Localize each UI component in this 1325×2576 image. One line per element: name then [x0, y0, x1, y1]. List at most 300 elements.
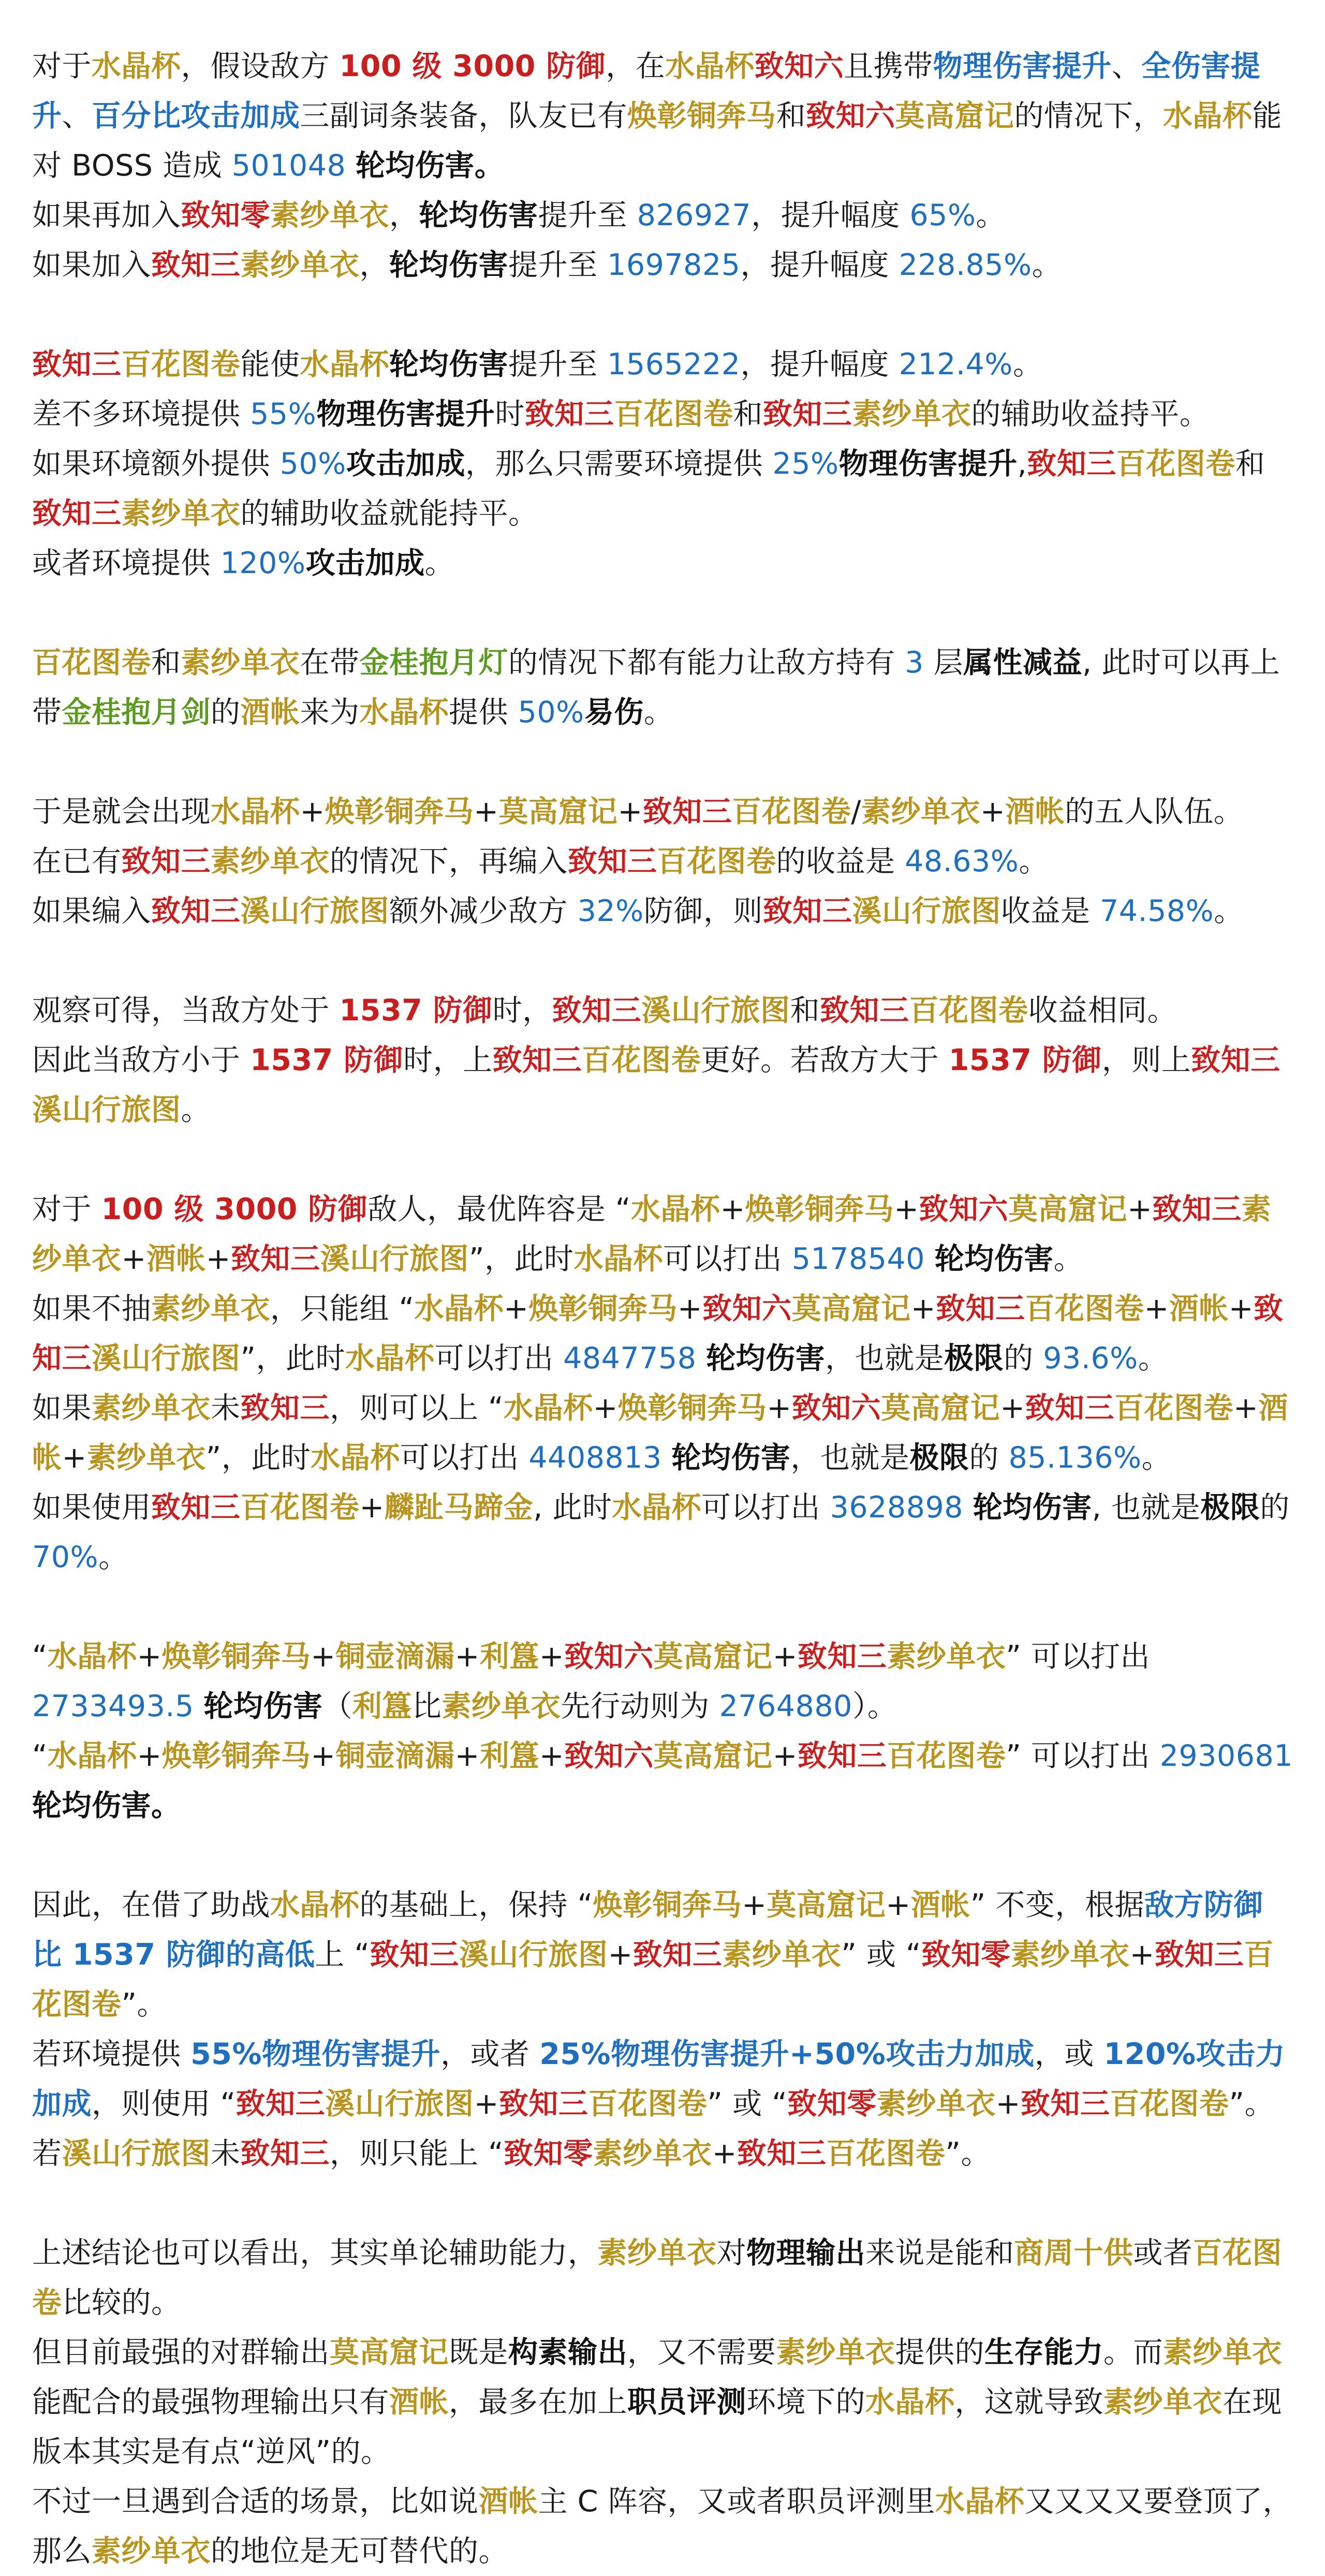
- text-segment: 来为: [300, 695, 360, 729]
- text-segment: 。: [424, 546, 455, 580]
- text-segment: 因此，在借了助战: [32, 1888, 270, 1922]
- text-segment: 100 级 3000 防御: [339, 49, 606, 83]
- text-segment: 素纱单衣: [861, 795, 981, 829]
- text-segment: 属性减益: [963, 646, 1083, 680]
- text-segment: 致知三: [121, 844, 211, 879]
- text-segment: 因此当敌方小于: [32, 1043, 251, 1077]
- text-segment: ” 可以打出: [1006, 1739, 1160, 1773]
- text-segment: 酒帐: [240, 695, 300, 729]
- text-segment: 如果使用: [32, 1490, 151, 1525]
- text-segment: +: [454, 1640, 480, 1674]
- text-segment: 的情况下，: [1014, 99, 1163, 133]
- text-segment: 极限: [944, 1341, 1004, 1375]
- text-segment: 攻击加成: [305, 546, 425, 580]
- text-segment: 和: [790, 993, 820, 1028]
- text-segment: +: [894, 1192, 919, 1226]
- text-segment: （: [322, 1689, 352, 1723]
- text-segment: 利簋: [352, 1689, 412, 1723]
- text-segment: +: [311, 1640, 336, 1674]
- text-segment: ，那么只需要环境提供: [465, 447, 773, 481]
- text-segment: 致知三: [240, 2136, 330, 2171]
- text-segment: 三副词条装备，队友已有: [300, 99, 627, 133]
- text-segment: +: [910, 1292, 936, 1326]
- text-segment: 致知三: [524, 397, 614, 431]
- text-segment: 时，: [492, 993, 552, 1028]
- text-segment: 水晶杯: [665, 49, 755, 83]
- text-segment: 致知零: [181, 198, 270, 232]
- text-segment: 水晶杯: [48, 1640, 137, 1674]
- text-segment: ” 可以打出: [1006, 1640, 1151, 1674]
- text-segment: 上 “: [315, 1938, 370, 1972]
- text-segment: 致知三: [32, 1292, 1284, 1375]
- text-segment: 致知六: [754, 49, 844, 83]
- text-segment: 74.58%: [1099, 894, 1214, 928]
- text-segment: 致知六: [564, 1640, 654, 1674]
- text-segment: 的辅助收益就能持平。: [240, 496, 538, 531]
- text-segment: 职员评测: [627, 2385, 746, 2419]
- text-segment: 如果: [32, 1391, 92, 1425]
- text-segment: 如果再加入: [32, 198, 181, 232]
- text-segment: +: [1144, 1292, 1169, 1326]
- text-segment: 在已有: [32, 844, 122, 879]
- text-segment: 麟趾马蹄金: [384, 1490, 534, 1525]
- text-segment: 酒帐: [1005, 795, 1065, 829]
- text-segment: 水晶杯: [311, 1441, 400, 1475]
- text-segment: 和: [151, 646, 181, 680]
- text-segment: +: [593, 1391, 618, 1425]
- text-segment: 收益相同。: [1028, 993, 1177, 1028]
- text-segment: 焕彰铜奔马: [593, 1888, 742, 1922]
- text-segment: 溪山行旅图: [320, 1242, 469, 1276]
- text-segment: 轮均伤害: [706, 1341, 826, 1375]
- paragraph: [32, 837, 1293, 886]
- text-segment: 提供: [449, 695, 518, 729]
- text-segment: 先行动则为: [561, 1689, 719, 1723]
- text-segment: 1537 防御: [948, 1043, 1102, 1077]
- text-segment: 额外减少敌方: [389, 894, 578, 928]
- text-segment: 不过一旦遇到合适的场景，比如说: [32, 2484, 479, 2519]
- text-segment: 水晶杯: [573, 1242, 664, 1276]
- text-segment: 素纱单衣: [181, 646, 300, 680]
- text-segment: 的五人队伍。: [1065, 795, 1244, 829]
- text-segment: 65%: [909, 198, 976, 232]
- text-segment: 轮均伤害。: [32, 1789, 181, 1823]
- text-segment: 致知三: [797, 1739, 887, 1773]
- text-segment: 的基础上，保持 “: [359, 1888, 593, 1922]
- text-segment: ”，此时: [240, 1341, 346, 1375]
- text-segment: 防御，则: [643, 894, 763, 928]
- text-segment: 25%: [772, 447, 839, 481]
- text-segment: ” 或 “: [707, 2087, 788, 2121]
- text-segment: 的辅助收益持平。: [971, 397, 1210, 431]
- text-segment: +: [121, 1242, 146, 1276]
- text-segment: 50%: [518, 695, 584, 729]
- paragraph-gap: [32, 2178, 1293, 2228]
- text-segment: 焕彰铜奔马: [528, 1292, 678, 1326]
- paragraph: [32, 986, 1293, 1035]
- paragraph: [32, 638, 1293, 737]
- text-segment: 1537 防御: [250, 1043, 404, 1077]
- text-segment: 溪山行旅图: [852, 894, 1001, 928]
- text-segment: +: [772, 1739, 798, 1773]
- text-segment: 致知三: [762, 894, 852, 928]
- paragraph-gap: [32, 737, 1293, 787]
- text-segment: 致知六: [919, 1192, 1008, 1226]
- text-segment: 素纱单衣: [597, 2236, 717, 2270]
- text-segment: 素纱单衣: [240, 248, 360, 282]
- text-segment: 致知三: [151, 894, 241, 928]
- text-segment: 焕彰铜奔马: [161, 1640, 311, 1674]
- text-segment: 水晶杯: [270, 1888, 360, 1922]
- text-segment: , 此时: [533, 1490, 612, 1525]
- text-segment: ，这就导致: [954, 2385, 1103, 2419]
- text-segment: +: [767, 1391, 792, 1425]
- text-segment: 铜壶滴漏: [335, 1640, 455, 1674]
- paragraph-gap: [32, 1135, 1293, 1184]
- text-segment: 的: [1004, 1341, 1043, 1375]
- text-segment: 。而: [1103, 2335, 1163, 2369]
- text-segment: 轮均伤害: [419, 198, 538, 232]
- text-segment: 酒帐: [389, 2385, 449, 2419]
- text-segment: 228.85%: [899, 248, 1032, 282]
- text-segment: 水晶杯: [300, 347, 389, 382]
- text-segment: ” 或 “: [841, 1938, 922, 1972]
- text-segment: +: [886, 1888, 911, 1922]
- text-segment: +: [1127, 1192, 1153, 1226]
- text-segment: 焕彰铜奔马: [745, 1192, 894, 1226]
- text-segment: 百花图卷: [909, 993, 1028, 1028]
- text-segment: 观察可得，当敌方处于: [32, 993, 340, 1028]
- text-segment: 比: [411, 1689, 442, 1723]
- text-segment: 对于: [32, 49, 92, 83]
- text-segment: 轮均伤害。: [355, 149, 505, 183]
- text-segment: , 也就是: [1092, 1490, 1201, 1525]
- text-segment: 。: [181, 1093, 211, 1127]
- text-segment: 百花图卷: [1025, 1292, 1144, 1326]
- text-segment: 的情况下都有能力让敌方持有: [508, 646, 905, 680]
- text-segment: 能使: [240, 347, 300, 382]
- text-segment: 4408813: [528, 1441, 662, 1475]
- text-segment: 和: [1235, 447, 1265, 481]
- text-segment: 501048: [231, 149, 346, 183]
- text-segment: 致知三: [642, 795, 732, 829]
- text-segment: ”。: [945, 2136, 991, 2171]
- text-segment: +: [539, 1739, 565, 1773]
- text-segment: 致知三: [370, 1938, 459, 1972]
- text-segment: 致知三: [1027, 447, 1116, 481]
- text-segment: 致知三: [231, 1242, 320, 1276]
- text-segment: 100 级 3000 防御: [101, 1192, 368, 1226]
- text-segment: ”，此时: [205, 1441, 311, 1475]
- text-segment: 百花图卷: [1114, 1391, 1233, 1425]
- text-segment: 百花图卷: [32, 2236, 1282, 2320]
- text-segment: 的地位是无可替代的。: [211, 2534, 508, 2568]
- text-segment: 水晶杯: [935, 2484, 1025, 2519]
- text-segment: 轮均伤害: [389, 248, 508, 282]
- text-segment: 溪山行旅图: [32, 1093, 181, 1127]
- text-segment: 。: [976, 198, 1006, 232]
- text-segment: +: [454, 1739, 480, 1773]
- text-segment: 物理伤害提升: [316, 397, 495, 431]
- text-segment: ，或者: [440, 2037, 540, 2071]
- text-segment: 莫高窟记: [895, 99, 1014, 133]
- text-segment: 水晶杯: [630, 1192, 720, 1226]
- text-segment: 。: [98, 1540, 128, 1574]
- text-segment: 可以打出: [434, 1341, 564, 1375]
- text-segment: +: [980, 795, 1006, 829]
- text-segment: 致知三: [151, 1490, 241, 1525]
- text-segment: +: [677, 1292, 703, 1326]
- text-segment: 和: [733, 397, 763, 431]
- text-segment: 物理伤害提升: [838, 447, 1018, 481]
- text-segment: 的: [211, 695, 241, 729]
- text-segment: 比较的。: [62, 2286, 181, 2320]
- text-segment: ，提升幅度: [751, 198, 910, 232]
- text-segment: 致知三: [552, 993, 642, 1028]
- text-segment: 酒帐: [910, 1888, 970, 1922]
- paragraph: [32, 2129, 1293, 2178]
- text-segment: 但目前最强的对群输出: [32, 2335, 330, 2369]
- text-segment: 素纱单衣: [1010, 1938, 1130, 1972]
- text-segment: 的: [969, 1441, 1009, 1475]
- text-segment: ”。: [1229, 2087, 1275, 2121]
- text-segment: 极限: [1200, 1490, 1260, 1525]
- text-segment: [194, 1689, 204, 1723]
- text-segment: 溪山行旅图: [62, 2136, 211, 2171]
- text-segment: ，最多在加上: [449, 2385, 627, 2419]
- paragraph: [32, 1383, 1293, 1483]
- text-segment: 1697825: [607, 248, 741, 282]
- paragraph: [32, 1632, 1293, 1731]
- text-segment: +: [1233, 1391, 1259, 1425]
- text-segment: 未: [211, 2136, 241, 2171]
- paragraph: [32, 2328, 1293, 2477]
- text-segment: ，则上: [1101, 1043, 1191, 1077]
- text-segment: +: [1129, 1938, 1155, 1972]
- text-segment: 致知三: [1154, 1938, 1244, 1972]
- text-segment: [925, 1242, 935, 1276]
- text-segment: 水晶杯: [414, 1292, 504, 1326]
- text-segment: ，在: [606, 49, 666, 83]
- text-segment: 致知六: [806, 99, 895, 133]
- text-segment: 溪山行旅图: [459, 1938, 608, 1972]
- text-segment: 的收益是: [776, 844, 905, 879]
- text-segment: 致知三: [492, 1043, 582, 1077]
- paragraph: [32, 41, 1293, 191]
- paragraph: [32, 389, 1293, 439]
- text-segment: 金桂抱月剑: [62, 695, 211, 729]
- text-segment: 1537 防御: [339, 993, 493, 1028]
- text-segment: 时，上: [403, 1043, 493, 1077]
- paragraph: [32, 1184, 1293, 1284]
- text-segment: +: [720, 1192, 745, 1226]
- text-segment: 和: [776, 99, 806, 133]
- text-segment: 。: [643, 695, 674, 729]
- text-segment: 致知六: [702, 1292, 792, 1326]
- text-segment: 酒帐: [32, 1391, 1288, 1475]
- text-segment: 莫高窟记: [1008, 1192, 1127, 1226]
- text-segment: 致知三: [151, 248, 241, 282]
- text-segment: 溪山行旅图: [240, 894, 389, 928]
- text-segment: 物理输出: [746, 2236, 865, 2270]
- text-segment: 致知三: [737, 2136, 827, 2171]
- text-segment: [346, 149, 356, 183]
- text-segment: 水晶杯: [92, 49, 181, 83]
- text-segment: 85.136%: [1008, 1441, 1142, 1475]
- paragraph: [32, 240, 1293, 290]
- text-segment: 轮均伤害: [934, 1242, 1054, 1276]
- text-segment: 溪山行旅图: [325, 2087, 474, 2121]
- text-segment: 莫高窟记: [330, 2335, 449, 2369]
- text-segment: 素纱单衣: [270, 198, 389, 232]
- text-segment: 3628898: [830, 1490, 963, 1525]
- text-segment: ，则只能上 “: [330, 2136, 504, 2171]
- text-segment: 百花图卷: [614, 397, 733, 431]
- text-segment: 致知三: [240, 1391, 330, 1425]
- text-segment: 层: [923, 646, 964, 680]
- text-segment: 能配合的最强物理输出只有: [32, 2385, 389, 2419]
- text-segment: 素纱单衣: [776, 2335, 895, 2369]
- text-segment: 素纱单衣: [92, 2534, 211, 2568]
- paragraph: [32, 2228, 1293, 2328]
- text-segment: +: [137, 1739, 162, 1773]
- text-segment: +: [504, 1292, 529, 1326]
- text-segment: 轮均伤害: [671, 1441, 791, 1475]
- text-segment: 商周十供: [1014, 2236, 1133, 2270]
- text-segment: 可以打出: [663, 1242, 792, 1276]
- paragraph: [32, 1483, 1293, 1582]
- text-segment: 莫高窟记: [653, 1640, 773, 1674]
- text-segment: 致知三: [935, 1292, 1025, 1326]
- text-segment: +: [311, 1739, 336, 1773]
- text-segment: 素纱单衣: [32, 1192, 1272, 1276]
- text-segment: 又又又又要登顶了，那么: [32, 2484, 1293, 2568]
- text-segment: 55%: [250, 397, 317, 431]
- text-segment: ” 不变，根据: [970, 1888, 1144, 1922]
- paragraph: [32, 191, 1293, 240]
- paragraph: [32, 2477, 1293, 2576]
- text-segment: 。: [1032, 248, 1062, 282]
- text-segment: +: [62, 1441, 87, 1475]
- text-segment: 对: [716, 2236, 746, 2270]
- text-segment: +: [742, 1888, 767, 1922]
- text-segment: ，提升幅度: [740, 347, 899, 382]
- text-segment: 更好。若敌方大于: [701, 1043, 949, 1077]
- text-segment: 。: [1012, 347, 1043, 382]
- text-segment: 攻击加成: [346, 447, 465, 481]
- text-segment: ，也就是: [790, 1441, 910, 1475]
- text-segment: 若环境提供: [32, 2037, 191, 2071]
- text-segment: 水晶杯: [1163, 99, 1253, 133]
- text-segment: 水晶杯: [211, 795, 300, 829]
- text-segment: 素纱单衣: [1103, 2385, 1223, 2419]
- text-segment: 。: [1138, 1341, 1168, 1375]
- text-segment: 酒帐: [478, 2484, 538, 2519]
- text-segment: 主 C 阵容，又或者职员评测里: [538, 2484, 936, 2519]
- text-segment: ，或: [1034, 2037, 1104, 2071]
- text-segment: 120%: [220, 546, 306, 580]
- text-segment: 可以打出: [400, 1441, 529, 1475]
- text-segment: 百花图卷: [657, 844, 776, 879]
- text-segment: 轮均伤害: [973, 1490, 1092, 1525]
- text-segment: 且携带: [844, 49, 933, 83]
- text-segment: 百花图卷: [732, 795, 851, 829]
- text-segment: 致知三: [632, 1938, 723, 1972]
- text-segment: 莫高窟记: [881, 1391, 1000, 1425]
- paragraph: [32, 538, 1293, 588]
- text-segment: 百花图卷: [826, 2136, 946, 2171]
- text-segment: 百分比攻击加成: [92, 99, 300, 133]
- text-segment: ，则使用 “: [92, 2087, 236, 2121]
- text-segment: 在带: [300, 646, 360, 680]
- text-segment: 水晶杯: [865, 2385, 955, 2419]
- text-segment: 致知三: [820, 993, 909, 1028]
- text-segment: +: [205, 1242, 231, 1276]
- text-segment: +: [712, 2136, 737, 2171]
- text-segment: +: [359, 1490, 385, 1525]
- text-segment: ，: [359, 248, 389, 282]
- text-segment: 致知六: [791, 1391, 881, 1425]
- text-segment: 百花图卷: [240, 1490, 360, 1525]
- text-segment: 素纱单衣: [1163, 2335, 1282, 2369]
- text-segment: +: [137, 1640, 162, 1674]
- text-segment: 若: [32, 2136, 62, 2171]
- text-segment: 莫高窟记: [791, 1292, 911, 1326]
- text-segment: 的情况下，再编入: [330, 844, 568, 879]
- paragraph: [32, 1880, 1293, 2029]
- text-segment: 生存能力: [984, 2335, 1103, 2369]
- text-segment: ，也就是: [825, 1341, 945, 1375]
- text-segment: 1565222: [607, 347, 741, 382]
- text-segment: 焕彰铜奔马: [617, 1391, 767, 1425]
- text-segment: 或者环境提供: [32, 546, 220, 580]
- text-segment: 致知三: [498, 2087, 588, 2121]
- text-segment: 酒帐: [1169, 1292, 1229, 1326]
- text-segment: 构素输出: [508, 2335, 627, 2369]
- text-segment: 焕彰铜奔马: [325, 795, 474, 829]
- text-segment: 极限: [909, 1441, 969, 1475]
- text-segment: ，假设敌方: [181, 49, 340, 83]
- text-segment: +: [539, 1640, 565, 1674]
- text-segment: 或者: [1133, 2236, 1193, 2270]
- text-segment: 致知三: [762, 397, 852, 431]
- paragraph: [32, 340, 1293, 389]
- paragraph: [32, 787, 1293, 837]
- text-segment: 在现版本其实是有点“逆风”的。: [32, 2385, 1282, 2469]
- text-segment: +: [772, 1640, 798, 1674]
- text-segment: 提供的: [895, 2335, 984, 2369]
- text-segment: 致知三: [235, 2087, 326, 2121]
- text-segment: ，: [389, 198, 419, 232]
- text-segment: /: [851, 795, 862, 829]
- text-segment: 能对 BOSS 造成: [32, 99, 1282, 183]
- text-segment: 2733493.5: [32, 1689, 194, 1723]
- paragraph-gap: [32, 290, 1293, 340]
- text-segment: 来说是能和: [865, 2236, 1014, 2270]
- text-segment: +: [474, 795, 499, 829]
- text-segment: ）。: [852, 1689, 897, 1723]
- text-segment: 可以打出: [701, 1490, 830, 1525]
- text-segment: 的: [1260, 1490, 1290, 1525]
- text-segment: 差不多环境提供: [32, 397, 251, 431]
- text-segment: 百花图卷: [582, 1043, 701, 1077]
- text-segment: 利簋: [479, 1640, 539, 1674]
- text-segment: 致知三: [1020, 2087, 1110, 2121]
- text-segment: 焕彰铜奔马: [627, 99, 776, 133]
- text-segment: 铜壶滴漏: [335, 1739, 455, 1773]
- text-segment: 水晶杯: [345, 1341, 435, 1375]
- text-segment: ”，此时: [469, 1242, 574, 1276]
